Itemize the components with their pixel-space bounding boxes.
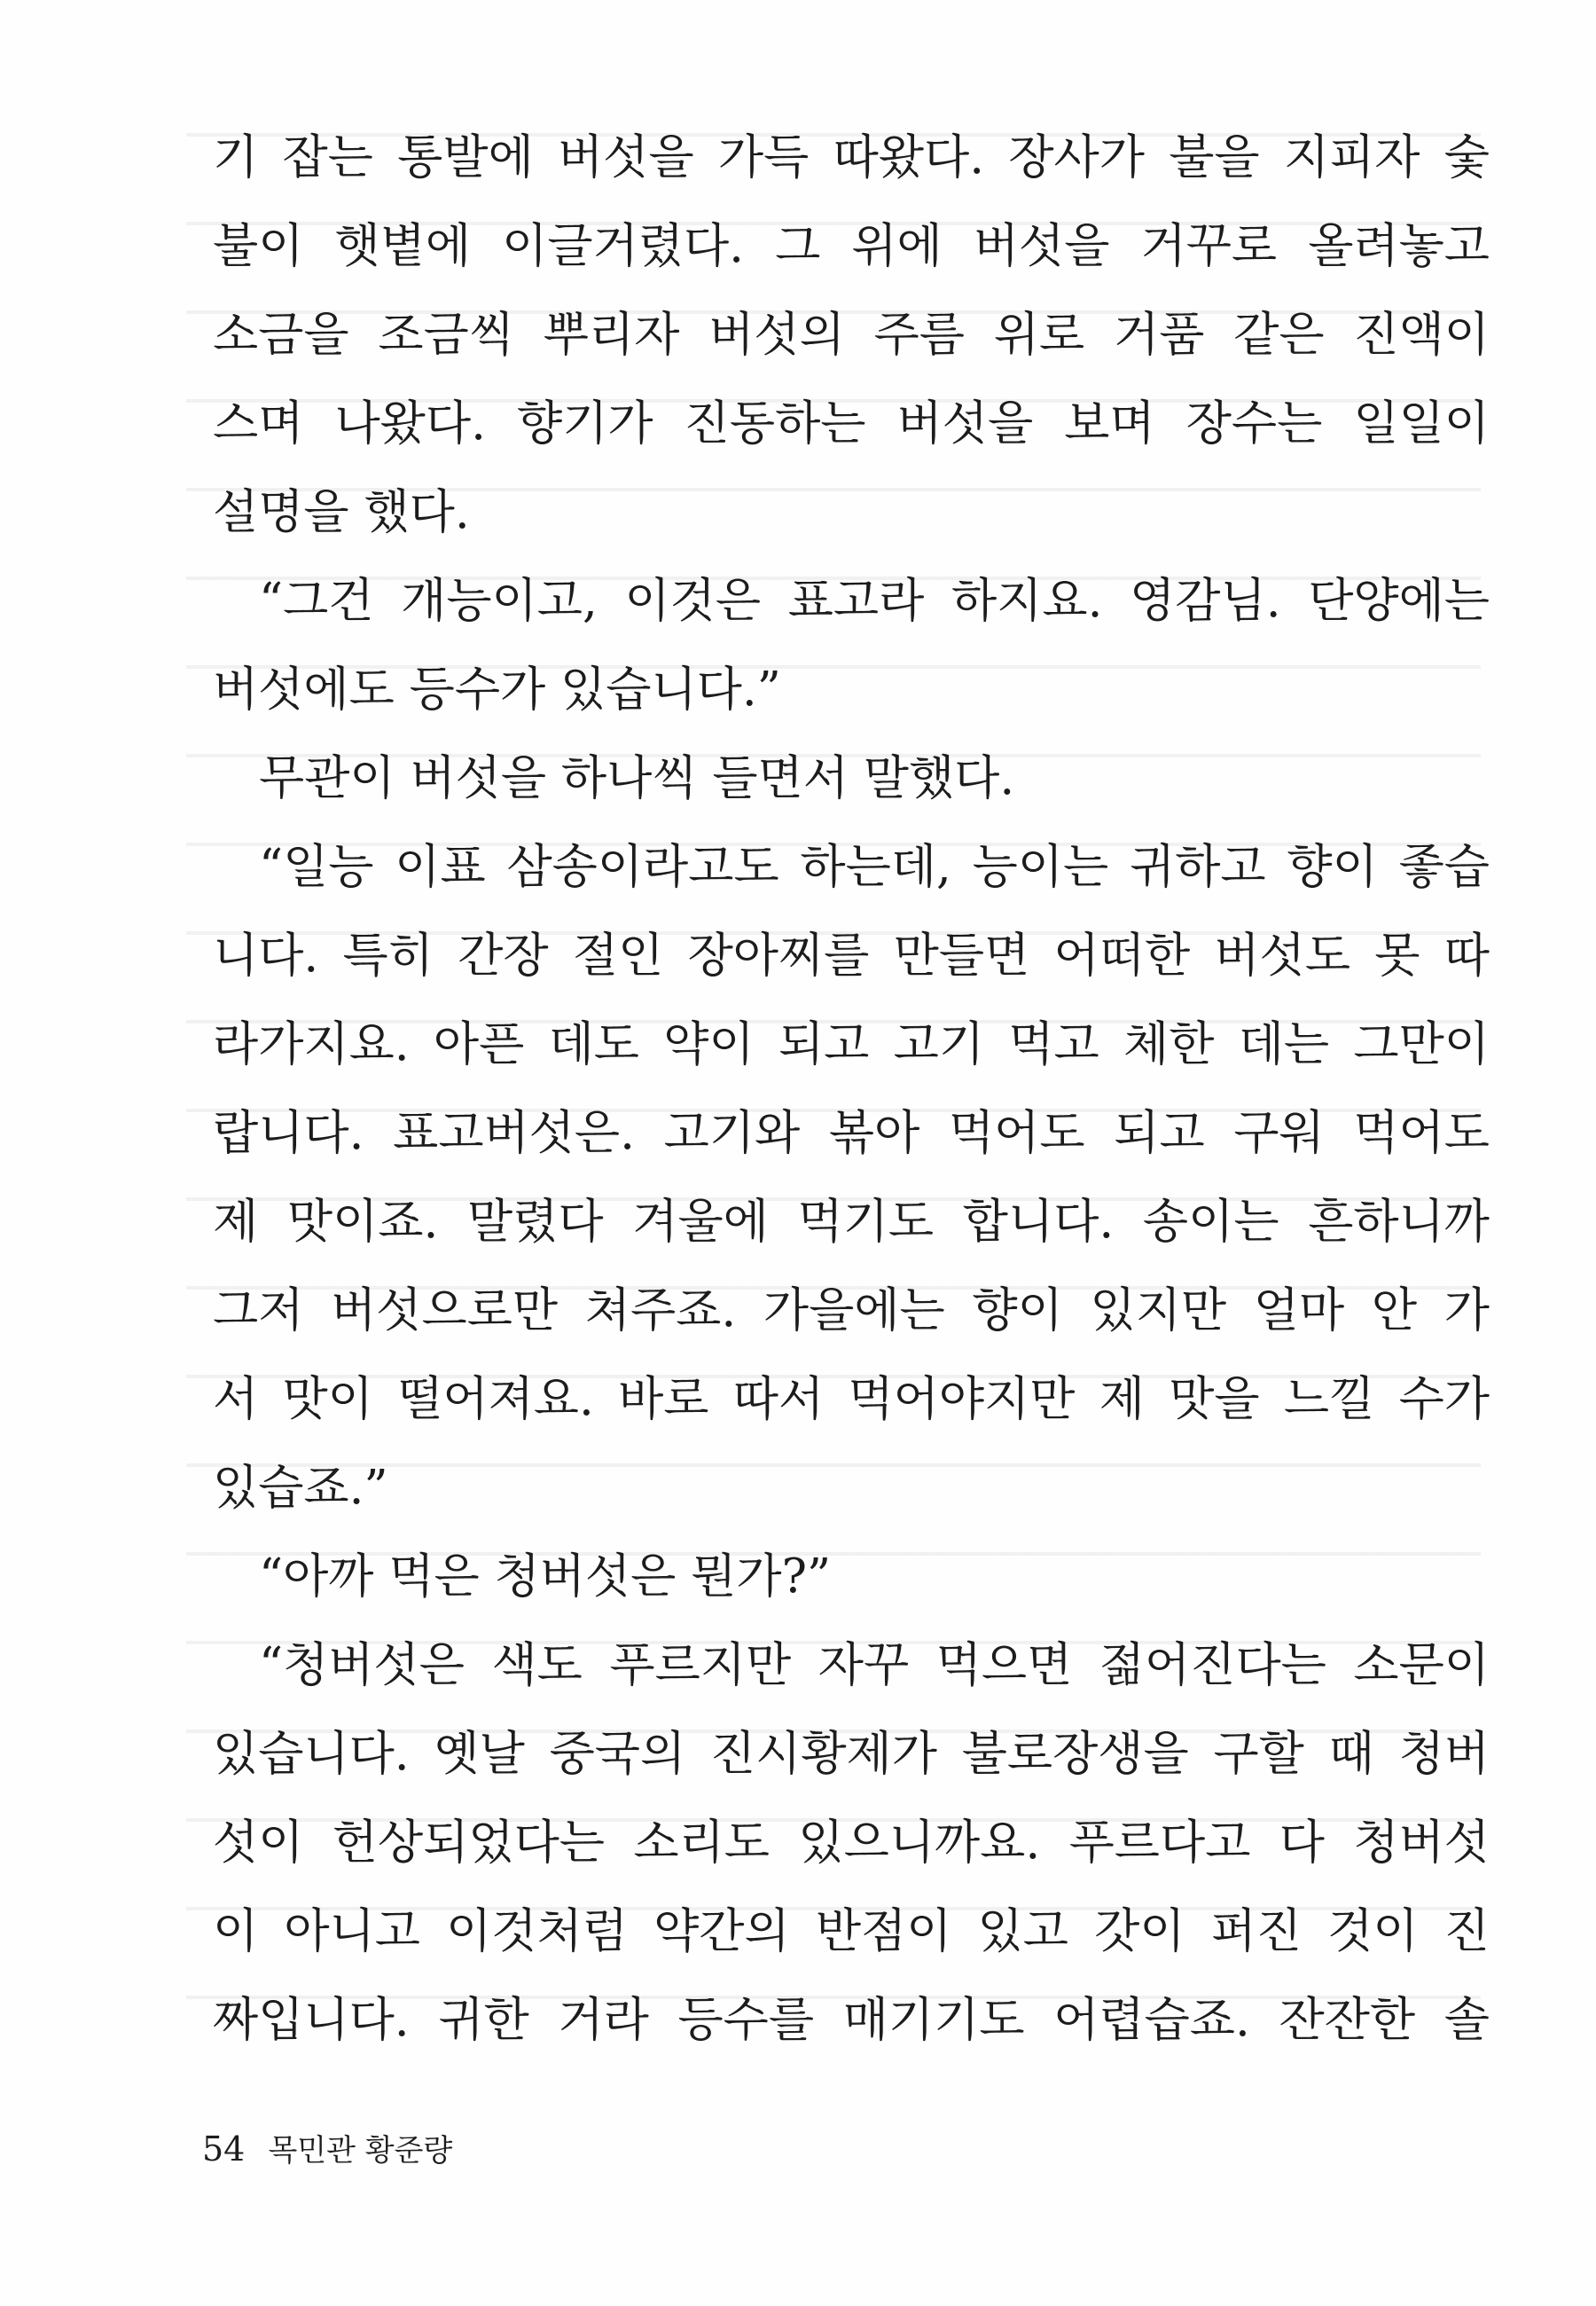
text-line: 스며 나왔다. 향기가 진동하는 버섯을 보며 장수는 일일이 bbox=[213, 396, 1490, 451]
text-line: “일능 이표 삼송이라고도 하는데, 능이는 귀하고 향이 좋습 bbox=[259, 840, 1490, 894]
running-title: 목민관 황준량 bbox=[268, 2133, 453, 2169]
text-line: “그건 개능이고, 이것은 표고라 하지요. 영감님. 단양에는 bbox=[259, 574, 1490, 628]
text-line: 버섯에도 등수가 있습니다.” bbox=[213, 663, 781, 717]
text-line: 있습죠.” bbox=[213, 1461, 388, 1515]
text-line: 짜입니다. 귀한 거라 등수를 매기기도 어렵습죠. 잔잔한 솔 bbox=[213, 1993, 1490, 2047]
text-line: 니다. 특히 간장 절인 장아찌를 만들면 어떠한 버섯도 못 따 bbox=[213, 929, 1490, 983]
text-line: 제 맛이죠. 말렸다 겨울에 먹기도 합니다. 송이는 흔하니까 bbox=[213, 1195, 1490, 1249]
text-line: 그저 버섯으로만 쳐주죠. 가을에는 향이 있지만 얼마 안 가 bbox=[213, 1283, 1490, 1337]
text-line: 라가지요. 아픈 데도 약이 되고 고기 먹고 체한 데는 그만이 bbox=[213, 1017, 1490, 1071]
text-line: 설명을 했다. bbox=[213, 485, 470, 539]
text-line: 섯이 헌상되었다는 소리도 있으니까요. 푸르다고 다 청버섯 bbox=[213, 1816, 1490, 1870]
text-line: 서 맛이 떨어져요. 바로 따서 먹어야지만 제 맛을 느낄 수가 bbox=[213, 1372, 1490, 1426]
body-text bbox=[213, 114, 1490, 2065]
text-line: 기 잡는 통발에 버섯을 가득 따왔다. 장사가 불을 지피자 숯 bbox=[213, 130, 1490, 184]
page-footer bbox=[202, 2127, 452, 2173]
text-line: “청버섯은 색도 푸르지만 자꾸 먹으면 젊어진다는 소문이 bbox=[259, 1638, 1490, 1692]
page-number: 54 bbox=[202, 2130, 246, 2169]
text-line: 무관이 버섯을 하나씩 들면서 말했다. bbox=[259, 751, 1015, 805]
text-line: 불이 햇볕에 이글거렸다. 그 위에 버섯을 거꾸로 올려놓고 bbox=[213, 219, 1490, 273]
text-line: 있습니다. 옛날 중국의 진시황제가 불로장생을 구할 때 청버 bbox=[213, 1727, 1490, 1781]
text-line: “아까 먹은 청버섯은 뭔가?” bbox=[259, 1549, 832, 1604]
text-line: 이 아니고 이것처럼 약간의 반점이 있고 갓이 퍼진 것이 진 bbox=[213, 1904, 1490, 1958]
text-line: 랍니다. 표고버섯은. 고기와 볶아 먹어도 되고 구워 먹어도 bbox=[213, 1106, 1490, 1160]
text-line: 소금을 조금씩 뿌리자 버섯의 주름 위로 거품 같은 진액이 bbox=[213, 308, 1490, 362]
